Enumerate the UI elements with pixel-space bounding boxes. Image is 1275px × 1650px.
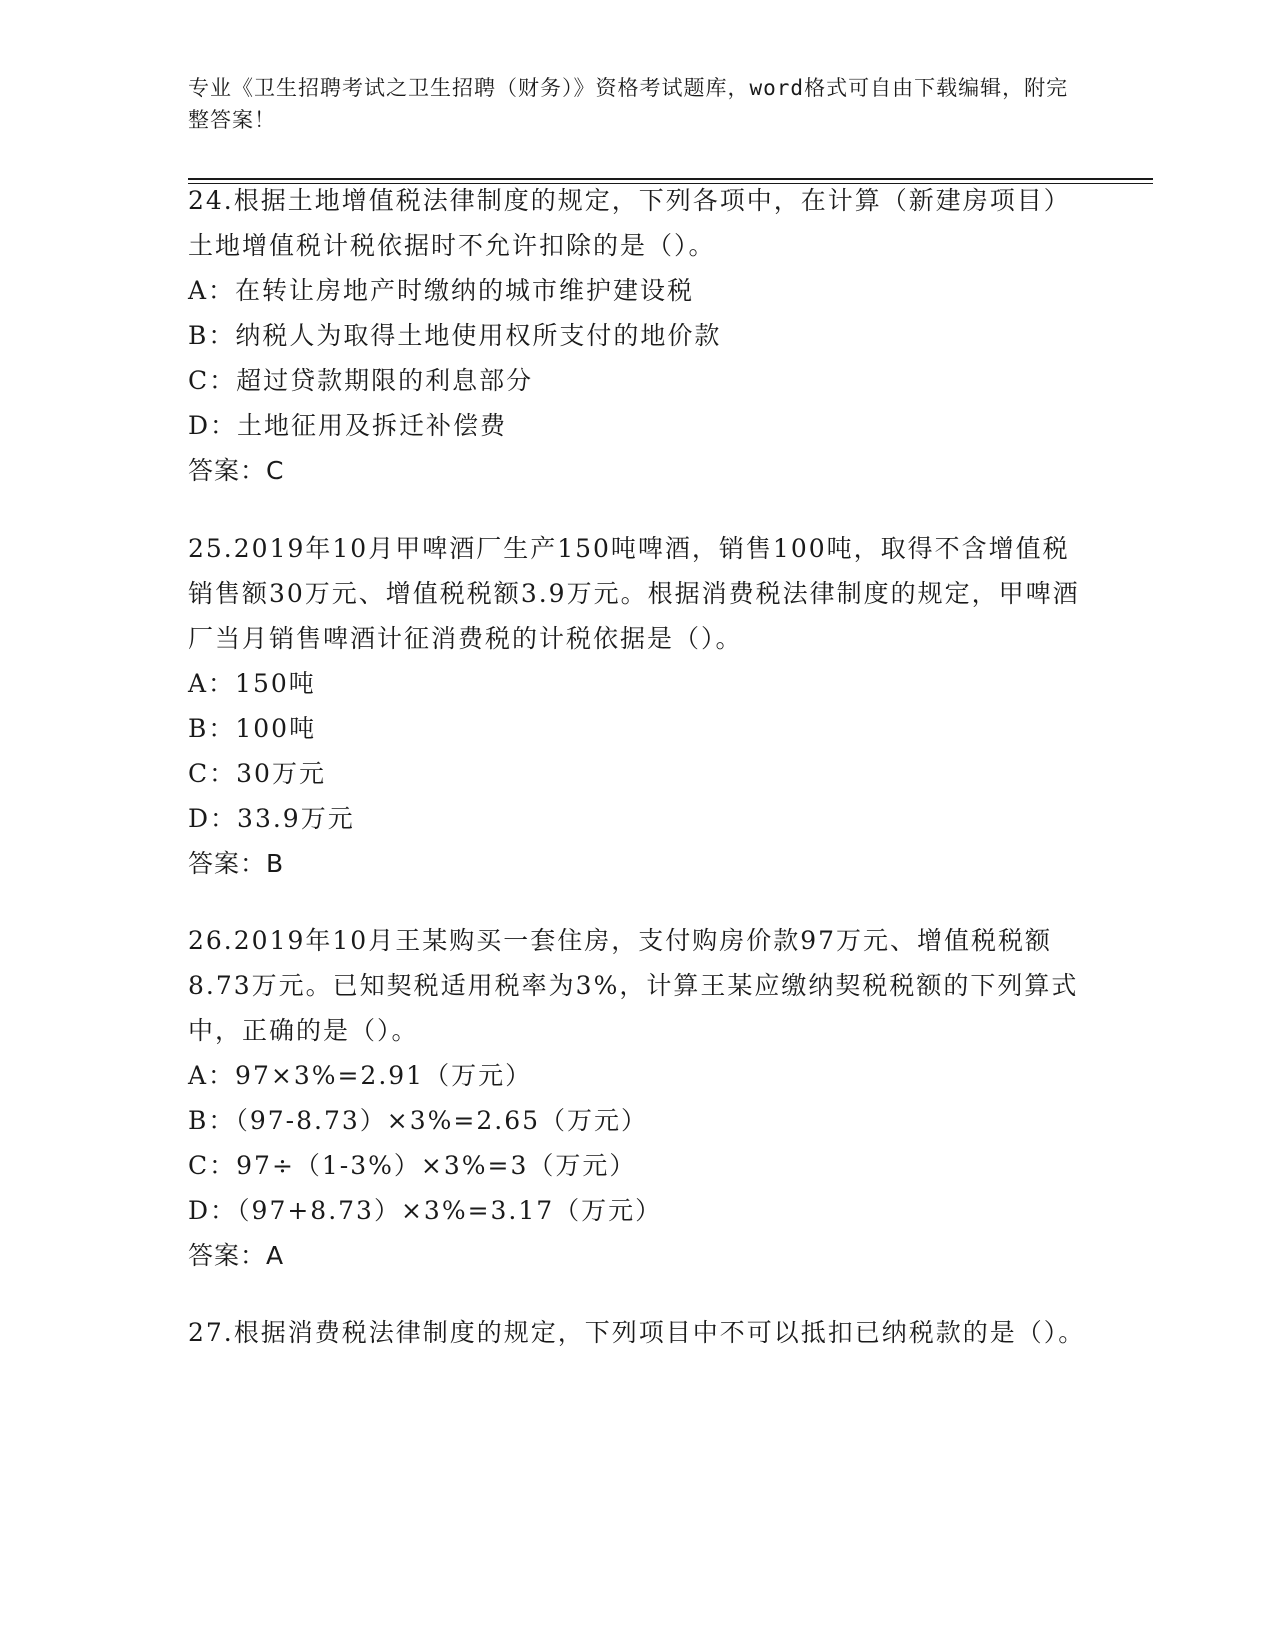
question-stem: 27.根据消费税法律制度的规定，下列项目中不可以抵扣已纳税款的是（）。 bbox=[188, 1318, 1086, 1347]
option-b: B：（97-8.73）×3%=2.65（万元） bbox=[188, 1106, 649, 1135]
option-c: C：超过贷款期限的利息部分 bbox=[188, 366, 534, 395]
option-a: A：150吨 bbox=[188, 669, 316, 698]
answer: 答案：B bbox=[188, 849, 285, 878]
question-24 bbox=[188, 178, 1088, 493]
question-26 bbox=[188, 918, 1088, 1278]
option-b: B：100吨 bbox=[188, 714, 317, 743]
option-d: D：土地征用及拆迁补偿费 bbox=[188, 411, 508, 440]
option-d: D：（97+8.73）×3%=3.17（万元） bbox=[188, 1196, 663, 1225]
answer: 答案：A bbox=[188, 1241, 285, 1270]
option-d: D：33.9万元 bbox=[188, 804, 355, 833]
option-a: A：在转让房地产时缴纳的城市维护建设税 bbox=[188, 276, 695, 305]
option-a: A：97×3%=2.91（万元） bbox=[188, 1061, 533, 1090]
question-stem: 24.根据土地增值税法律制度的规定，下列各项中，在计算（新建房项目）土地增值税计税依据时不允许扣除的是（）。 bbox=[188, 186, 1071, 260]
question-27 bbox=[188, 1310, 1088, 1355]
option-c: C：30万元 bbox=[188, 759, 326, 788]
question-25 bbox=[188, 526, 1088, 886]
question-stem: 26.2019年10月王某购买一套住房，支付购房价款97万元、增值税税额8.73万元。已知契税适用税率为3%，计算王某应缴纳契税税额的下列算式中，正确的是（）。 bbox=[188, 926, 1079, 1045]
option-c: C：97÷（1-3%）×3%=3（万元） bbox=[188, 1151, 637, 1180]
option-b: B：纳税人为取得土地使用权所支付的地价款 bbox=[188, 321, 722, 350]
question-stem: 25.2019年10月甲啤酒厂生产150吨啤酒，销售100吨，取得不含增值税销售额30万元、增值税税额3.9万元。根据消费税法律制度的规定，甲啤酒厂当月销售啤酒计征消费税的计税依据是（）。 bbox=[188, 534, 1080, 653]
header-note: 专业《卫生招聘考试之卫生招聘（财务）》资格考试题库，word格式可自由下载编辑，附完整答案！ bbox=[188, 76, 1069, 132]
answer: 答案：C bbox=[188, 456, 285, 485]
